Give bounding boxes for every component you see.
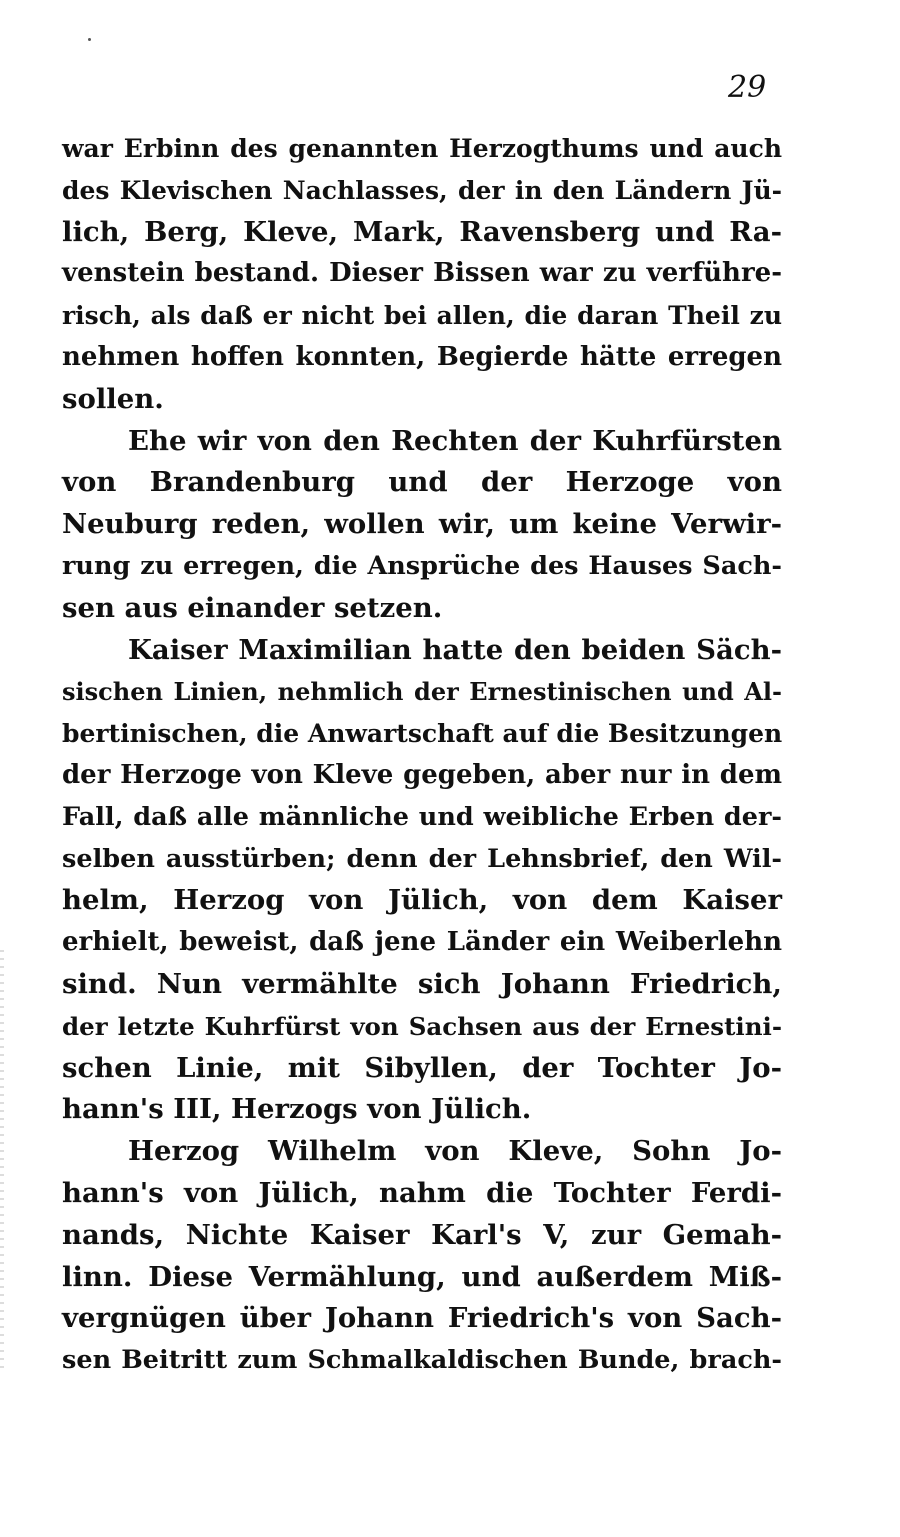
text-line: nehmen hoffen konnten, Begierde hätte erregen <box>62 341 782 372</box>
text-line: nands, Nichte Kaiser Karl's V, zur Gemah- <box>62 1218 782 1251</box>
text-line: von Brandenburg und der Herzoge von <box>62 466 782 499</box>
text-line: vergnügen über Johann Friedrich's von Sach- <box>62 1302 782 1335</box>
text-line: war Erbinn des genannten Herzogthums und auch <box>62 134 782 163</box>
text-line: sollen. <box>62 382 164 415</box>
text-line: venstein bestand. Dieser Bissen war zu verführe- <box>62 258 782 289</box>
text-line: schen Linie, mit Sibyllen, der Tochter Jo- <box>62 1051 782 1084</box>
text-line: erhielt, beweist, daß jene Länder ein Weiberlehn <box>62 927 782 958</box>
text-line: des Klevischen Nachlasses, der in den Ländern Jü- <box>62 175 782 205</box>
body-text <box>62 128 782 1382</box>
text-line: sind. Nun vermählte sich Johann Friedrich, <box>62 967 782 1000</box>
text-line: Fall, daß alle männliche und weibliche Erben der- <box>62 801 782 832</box>
text-line: der letzte Kuhrfürst von Sachsen aus der Ernestini- <box>62 1011 782 1041</box>
text-line: Neuburg reden, wollen wir, um keine Verwir- <box>62 508 782 541</box>
text-line: hann's III, Herzogs von Jülich. <box>62 1093 532 1126</box>
paper-speck <box>88 38 91 41</box>
paragraph-start-line: Herzog Wilhelm von Kleve, Sohn Jo- <box>128 1135 782 1168</box>
text-line: helm, Herzog von Jülich, von dem Kaiser <box>62 884 782 917</box>
paragraph-start-line: Kaiser Maximilian hatte den beiden Säch- <box>128 633 782 666</box>
text-line: sischen Linien, nehmlich der Ernestinischen und Al- <box>62 677 782 707</box>
page-edge-marks <box>0 950 4 1370</box>
text-line: rung zu erregen, die Ansprüche des Hauses Sach- <box>62 550 782 581</box>
text-line: sen aus einander setzen. <box>62 591 443 624</box>
text-line: risch, als daß er nicht bei allen, die daran Theil zu <box>62 301 782 331</box>
text-line: hann's von Jülich, nahm die Tochter Ferdi- <box>62 1176 782 1209</box>
text-line: der Herzoge von Kleve gegeben, aber nur in dem <box>62 759 782 790</box>
paragraph-start-line: Ehe wir von den Rechten der Kuhrfürsten <box>128 424 782 457</box>
page-number: 29 <box>728 70 767 105</box>
text-line: sen Beitritt zum Schmalkaldischen Bunde, brach- <box>62 1345 782 1376</box>
text-line: lich, Berg, Kleve, Mark, Ravensberg und Ra- <box>62 215 782 248</box>
text-line: linn. Diese Vermählung, und außerdem Miß- <box>62 1260 782 1293</box>
text-line: bertinischen, die Anwartschaft auf die Besitzungen <box>62 719 783 749</box>
text-line: selben ausstürben; denn der Lehnsbrief, den Wil- <box>62 843 782 874</box>
